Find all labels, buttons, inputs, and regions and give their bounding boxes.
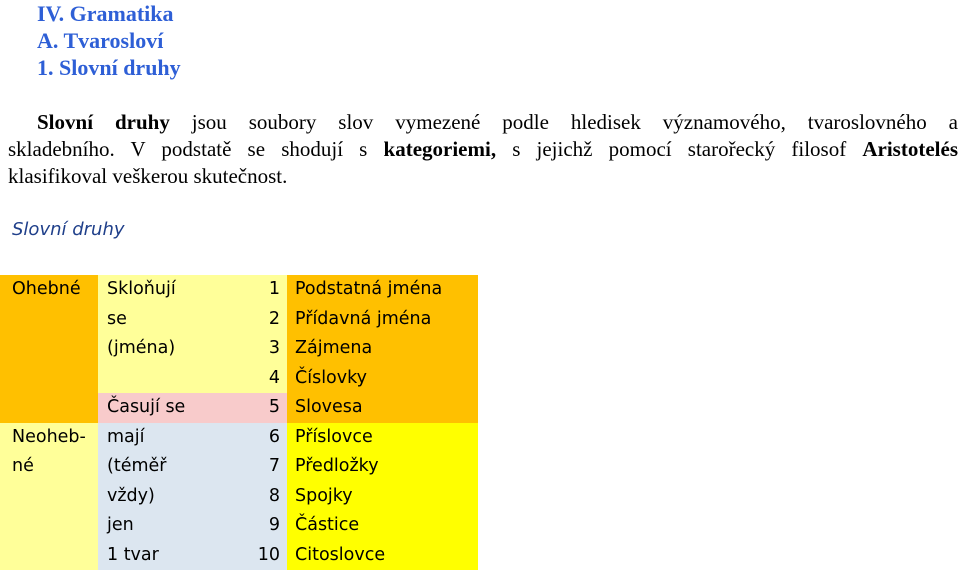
group-label-neohebne: Neoheb- [12,426,86,447]
row-number: 10 [257,544,280,565]
row-number: 9 [268,515,280,535]
paragraph-run: s jejichž pomocí starořecký filosof [496,137,863,161]
row-number: 1 [268,279,280,299]
label-maji: (téměř [107,456,167,476]
heading-slovni-druhy: 1. Slovní druhy [37,55,181,80]
word-class-name: Příslovce [295,426,373,447]
paragraph-run: Aristotelés [862,137,958,161]
group-label-ohebne: Ohebné [12,279,81,299]
paragraph-run: skladebního. V podstatě se shodují s [8,137,384,161]
word-class-name: Slovesa [295,397,363,417]
paragraph-line-2 [8,136,958,163]
paragraph-line-1 [8,109,958,136]
word-class-name: Částice [295,515,360,535]
row-number: 5 [268,397,280,417]
label-sklonuji: se [107,308,127,329]
group-label-neohebne: né [12,456,34,476]
row-number: 2 [268,308,280,329]
paragraph-run: kategoriemi, [383,137,497,161]
label-sklonuji: (jména) [107,338,176,358]
intro-paragraph [8,109,958,190]
word-class-name: Zájmena [295,338,373,358]
label-sklonuji: Skloňují [107,279,176,299]
heading-tvaroslovi: A. Tvarosloví [37,28,164,53]
row-number: 3 [268,338,280,358]
table-caption: Slovní druhy [12,219,125,240]
paragraph-run: klasifikoval veškerou skutečnost. [8,164,288,188]
paragraph-run: Slovní druhy [37,110,170,134]
row-number: 8 [268,485,280,506]
word-class-name: Podstatná jména [295,279,443,299]
label-maji: jen [107,515,134,535]
label-casuji: Časují se [107,397,186,417]
word-class-name: Spojky [295,485,353,506]
heading-gramatika: IV. Gramatika [37,1,174,26]
word-class-name: Citoslovce [295,544,386,565]
label-maji: vždy) [107,485,155,506]
row-number: 4 [268,367,280,388]
word-class-name: Číslovky [295,367,367,388]
row-number: 7 [268,456,280,476]
word-class-name: Předložky [295,456,379,476]
paragraph-line-3 [8,163,958,190]
label-maji: mají [107,426,145,447]
row-number: 6 [268,426,280,447]
label-maji: 1 tvar [107,544,159,565]
word-class-name: Přídavná jména [295,308,432,329]
paragraph-run: jsou soubory slov vymezené podle hledisek významového, tvaroslovného a [169,110,959,134]
